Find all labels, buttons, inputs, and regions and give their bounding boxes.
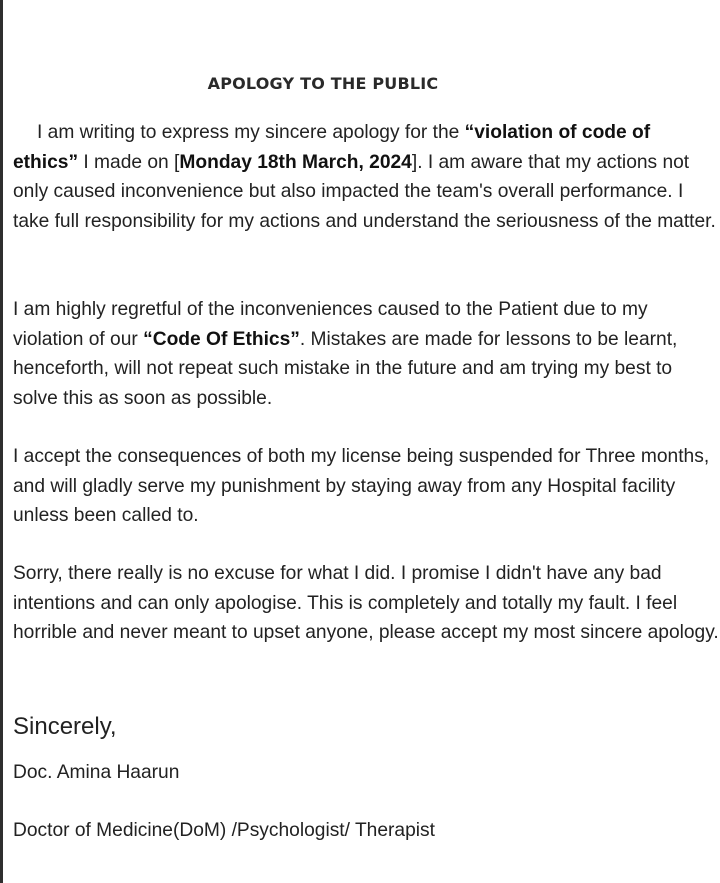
letter-title: APOLOGY TO THE PUBLIC xyxy=(207,74,439,93)
paragraph-consequences: I accept the consequences of both my license being suspended for Three months, and will gladly serve my punishment by staying away from any Hospital facility unless been called to. xyxy=(13,446,710,526)
paragraph-regret xyxy=(13,295,719,413)
paragraph-intro-bold-violation: “violation of code of ethics” xyxy=(13,122,651,173)
paragraph-intro-text-b: I made on [ xyxy=(78,151,180,173)
paragraph-regret-text-a: I am highly regretful of the inconveniences caused to the Patient due to my violation of our xyxy=(13,299,648,350)
paragraph-regret-text-b: . Mistakes are made for lessons to be learnt, henceforth, will not repeat such mistake in the future and am trying my best to solve this as soon as possible. xyxy=(13,328,678,409)
paragraph-intro-text-c: ]. I am aware that my actions not only caused inconvenience but also impacted the team's overall performance. I take full responsibility for my actions and understand the seriousness of the matter. xyxy=(13,151,716,232)
paragraph-intro xyxy=(13,118,719,236)
signoff: Sincerely, xyxy=(13,713,117,740)
signer-role: Doctor of Medicine(DoM) /Psychologist/ Therapist xyxy=(13,820,435,841)
paragraph-intro-text-a: I am writing to express my sincere apology for the xyxy=(37,122,465,143)
paragraph-sorry: Sorry, there really is no excuse for what I did. I promise I didn't have any bad intentions and can only apologise. This is completely and totally my fault. I feel horrible and never meant to upset anyone, please accept my most sincere apology. xyxy=(13,563,719,643)
paragraph-regret-bold-code: “Code Of Ethics” xyxy=(143,328,300,350)
paragraph-intro-bold-date: Monday 18th March, 2024 xyxy=(179,151,412,173)
signer-name: Doc. Amina Haarun xyxy=(13,762,180,783)
